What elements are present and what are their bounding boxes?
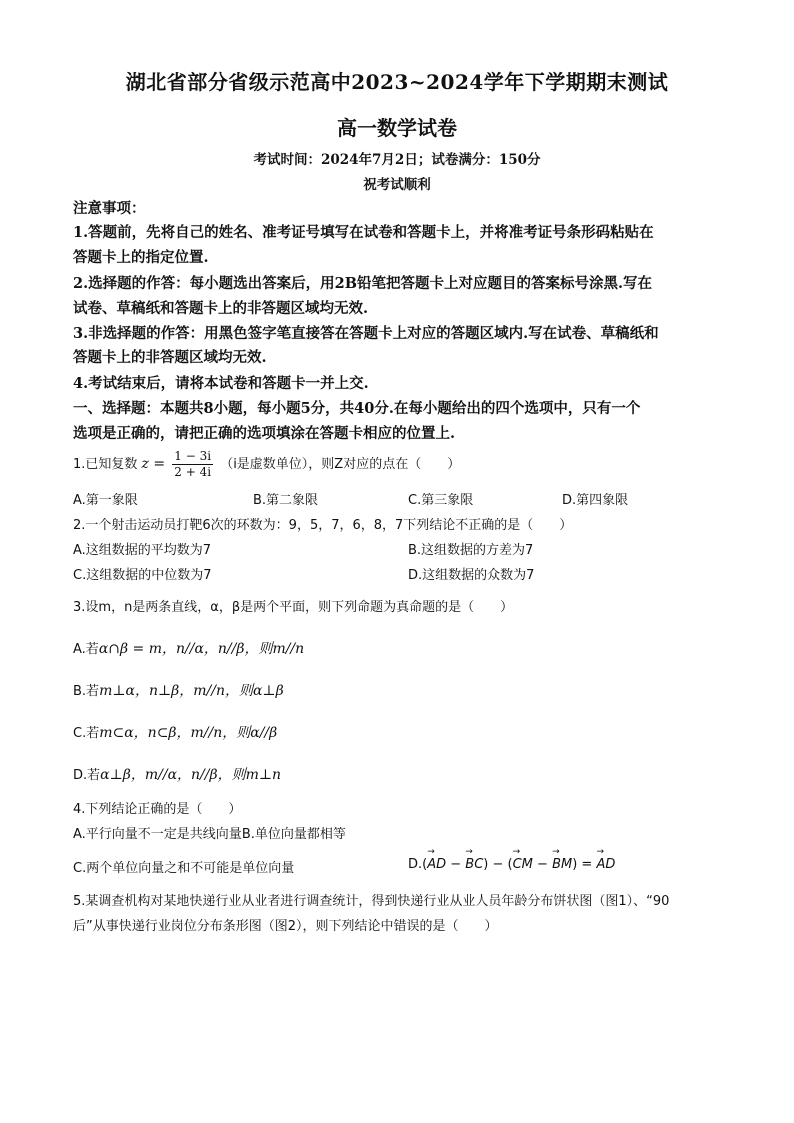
- note-3a: 3.非选择题的作答：用黑色签字笔直接答在答题卡上对应的答题区域内.写在试卷、草稿纸和: [73, 325, 659, 342]
- note-4: 4.考试结束后，请将本试卷和答题卡一并上交.: [73, 375, 369, 392]
- q1-option-a: A.第一象限: [73, 493, 138, 508]
- section1-instruction-b: 选项是正确的，请把正确的选项填涂在答题卡相应的位置上.: [73, 425, 456, 442]
- question-2-stem: 2.一个射击运动员打靶6次的环数为：9，5，7，6，8，7下列结论不正确的是（ ）: [73, 518, 573, 533]
- q1-fraction: [172, 449, 213, 480]
- note-2a: 2.选择题的作答：每小题选出答案后，用2B铅笔把答题卡上对应题目的答案标号涂黑.写在: [73, 275, 653, 292]
- q3-option-b: [73, 680, 284, 700]
- note-3b: 答题卡上的非答题区域均无效.: [73, 349, 267, 366]
- note-1a: 1.答题前，先将自己的姓名、准考证号填写在试卷和答题卡上，并将准考证号条形码粘贴在: [73, 224, 654, 241]
- q4-option-ab: [73, 823, 346, 842]
- q1-numerator: 1 − 3i: [174, 449, 212, 463]
- question-5-stem-b: 后”从事快递行业岗位分布条形图（图2），则下列结论中错误的是（ ）: [73, 919, 498, 934]
- exam-title: 湖北省部分省级示范高中2023~2024学年下学期期末测试: [125, 70, 669, 94]
- q3-option-a: [73, 638, 304, 658]
- q3-option-d: [73, 764, 281, 784]
- q3-b-label: B.若: [73, 684, 100, 699]
- section1-instruction-a: 一、选择题：本题共8小题，每小题5分，共40分.在每小题给出的四个选项中，只有一个: [73, 400, 641, 417]
- notes-heading: 注意事项：: [73, 200, 146, 217]
- vector-cm: → CM: [513, 857, 533, 872]
- vector-ad-2: → AD: [596, 857, 615, 872]
- q2-option-a: A.这组数据的平均数为7: [73, 543, 212, 558]
- q1-pre: 1.已知复数: [73, 457, 138, 472]
- q3-d-math: α⊥β，m//α，n//β，则m⊥n: [100, 767, 282, 783]
- q1-option-d: D.第四象限: [562, 493, 629, 508]
- q1-option-b: B.第二象限: [253, 493, 319, 508]
- question-1-stem: [73, 449, 723, 480]
- vector-ad-1: → AD: [427, 857, 446, 872]
- q2-option-c: C.这组数据的中位数为7: [73, 568, 212, 583]
- note-1b: 答题卡上的指定位置.: [73, 249, 209, 266]
- q1-option-c: C.第三象限: [408, 493, 474, 508]
- q4-option-a: A.平行向量不一定是共线向量: [73, 827, 242, 842]
- question-5-stem-a: 5.某调查机构对某地快递行业从业者进行调查统计，得到快递行业从业人员年龄分布饼状图（图1）、“90: [73, 894, 670, 909]
- q4-option-c: C.两个单位向量之和不可能是单位向量: [73, 861, 295, 876]
- q4-d-mid: ) − (: [483, 857, 513, 872]
- exam-info: 考试时间：2024年7月2日；试卷满分：150分: [253, 152, 541, 168]
- q4-d-pre: D.(: [408, 857, 428, 872]
- q1-post: （i是虚数单位），则Z对应的点在（ ）: [220, 457, 461, 472]
- q3-b-math: m⊥α，n⊥β，m//n，则α⊥β: [99, 683, 284, 699]
- q3-c-math: m⊂α，n⊂β，m//n，则α//β: [99, 725, 278, 741]
- q1-denominator: 2 + 4i: [174, 465, 212, 479]
- q3-d-label: D.若: [73, 768, 101, 783]
- q4-option-b: B.单位向量都相等: [241, 827, 346, 842]
- question-3-stem: 3.设m，n是两条直线，α，β是两个平面，则下列命题为真命题的是（ ）: [73, 600, 514, 615]
- note-2b: 试卷、草稿纸和答题卡上的非答题区域均无效.: [73, 300, 369, 317]
- q4-d-op2: −: [532, 857, 553, 872]
- q2-option-b: B.这组数据的方差为7: [408, 543, 534, 558]
- q1-var: z =: [141, 456, 166, 472]
- q3-option-c: [73, 722, 277, 742]
- q3-c-label: C.若: [73, 726, 100, 741]
- q4-option-d: [408, 857, 615, 872]
- q4-d-op1: −: [446, 857, 466, 872]
- q3-a-math: α∩β = m，n//α，n//β，则m//n: [98, 641, 305, 657]
- q2-option-d: D.这组数据的众数为7: [408, 568, 535, 583]
- exam-wish: 祝考试顺利: [363, 177, 431, 193]
- q3-a-label: A.若: [73, 642, 99, 657]
- vector-bc: → BC: [465, 857, 483, 872]
- question-4-stem: 4.下列结论正确的是（ ）: [73, 802, 242, 817]
- exam-subtitle: 高一数学试卷: [337, 116, 457, 140]
- q4-d-eq: ) =: [572, 857, 597, 872]
- vector-bm: → BM: [552, 857, 572, 872]
